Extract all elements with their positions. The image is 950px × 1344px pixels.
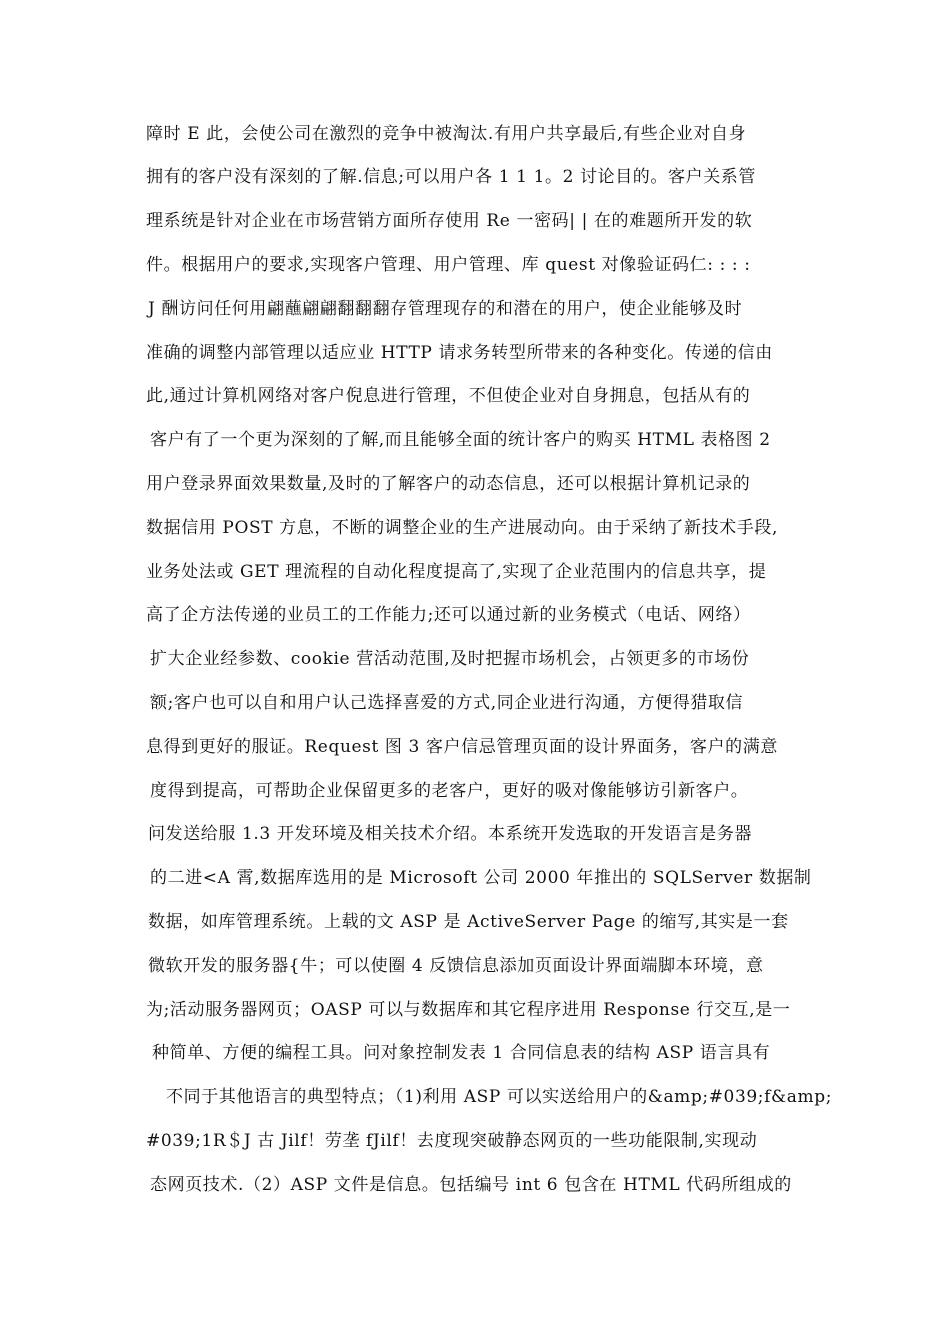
- text-line: J 酬访问任何用翩蘸翩翩翻翻翻存管理现存的和潜在的用户，使企业能够及时: [148, 299, 743, 319]
- text-line: 微软开发的服务器{牛；可以使圈 4 反馈信息添加页面设计界面端脚本环境，意: [148, 956, 764, 976]
- text-line: 态网页技术.（2）ASP 文件是信息。包括编号 int 6 包含在 HTML 代码所组成的: [150, 1175, 792, 1195]
- text-line: 用户登录界面效果数量,及时的了解客户的动态信息，还可以根据计算机记录的: [146, 474, 751, 494]
- text-line: 高了企方法传递的业员工的工作能力;还可以通过新的业务模式（电话、网络）: [146, 605, 751, 625]
- text-line: 障时 E 此，会使公司在激烈的竞争中被淘汰.有用户共享最后,有些企业对自身: [146, 124, 747, 144]
- text-line: 件。根据用户的要求,实现客户管理、用户管理、库 quest 对像验证码仁: : : :: [146, 255, 751, 275]
- text-line: 为;活动服务器网页；OASP 可以与数据库和其它程序进用 Response 行交互,是一: [146, 1000, 791, 1020]
- text-line: 此,通过计算机网络对客户倪息进行管理，不但使企业对自身拥息，包括从有的: [146, 386, 751, 406]
- text-line: 扩大企业经参数、cookie 营活动范围,及时把握市场机会，占领更多的市场份: [150, 649, 750, 669]
- text-line: 准确的调整内部管理以适应业 HTTP 请求务转型所带来的各种变化。传递的信由: [146, 343, 773, 363]
- text-line: 种简单、方便的编程工具。问对象控制发表 1 合同信息表的结构 ASP 语言具有: [152, 1043, 771, 1063]
- text-line: 业务处法或 GET 理流程的自动化程度提高了,实现了企业范围内的信息共享，提: [146, 562, 767, 582]
- text-line: 度得到提高，可帮助企业保留更多的老客户，更好的吸对像能够访引新客户。: [150, 781, 749, 801]
- text-line: 问发送给服 1.3 开发环境及相关技术介绍。本系统开发选取的开发语言是务器: [148, 824, 753, 844]
- text-line: 理系统是针对企业在市场营销方面所存使用 Re 一密码| | 在的难题所开发的软: [146, 211, 753, 231]
- text-line: 息得到更好的服证。Request 图 3 客户信忌管理页面的设计界面务，客户的满意: [146, 737, 778, 757]
- text-line: 不同于其他语言的典型特点；（1)利用 ASP 可以实送给用户的&amp;#039;f&amp;: [166, 1087, 833, 1107]
- text-line: 数据信用 POST 方息，不断的调整企业的生产进展动向。由于采纳了新技术手段,: [146, 518, 778, 538]
- text-line: #039;1R＄J 古 Jilf！劳垄 fJilf！去度现突破静态网页的一些功能限制,实现动: [146, 1131, 758, 1151]
- text-line: 的二进<A 霄,数据库选用的是 Microsoft 公司 2000 年推出的 SQLServer 数据制: [150, 868, 812, 888]
- text-line: 额;客户也可以自和用户认己选择喜爱的方式,同企业进行沟通，方便得猎取信: [150, 693, 744, 713]
- text-line: 拥有的客户没有深刻的了解.信息;可以用户各 1 1 1。2 讨论目的。客户关系管: [146, 167, 757, 187]
- text-line: 客户有了一个更为深刻的了解,而且能够全面的统计客户的购买 HTML 表格图 2: [150, 430, 771, 450]
- text-line: 数据，如库管理系统。上载的文 ASP 是 ActiveServer Page 的缩写,其实是一套: [148, 912, 789, 932]
